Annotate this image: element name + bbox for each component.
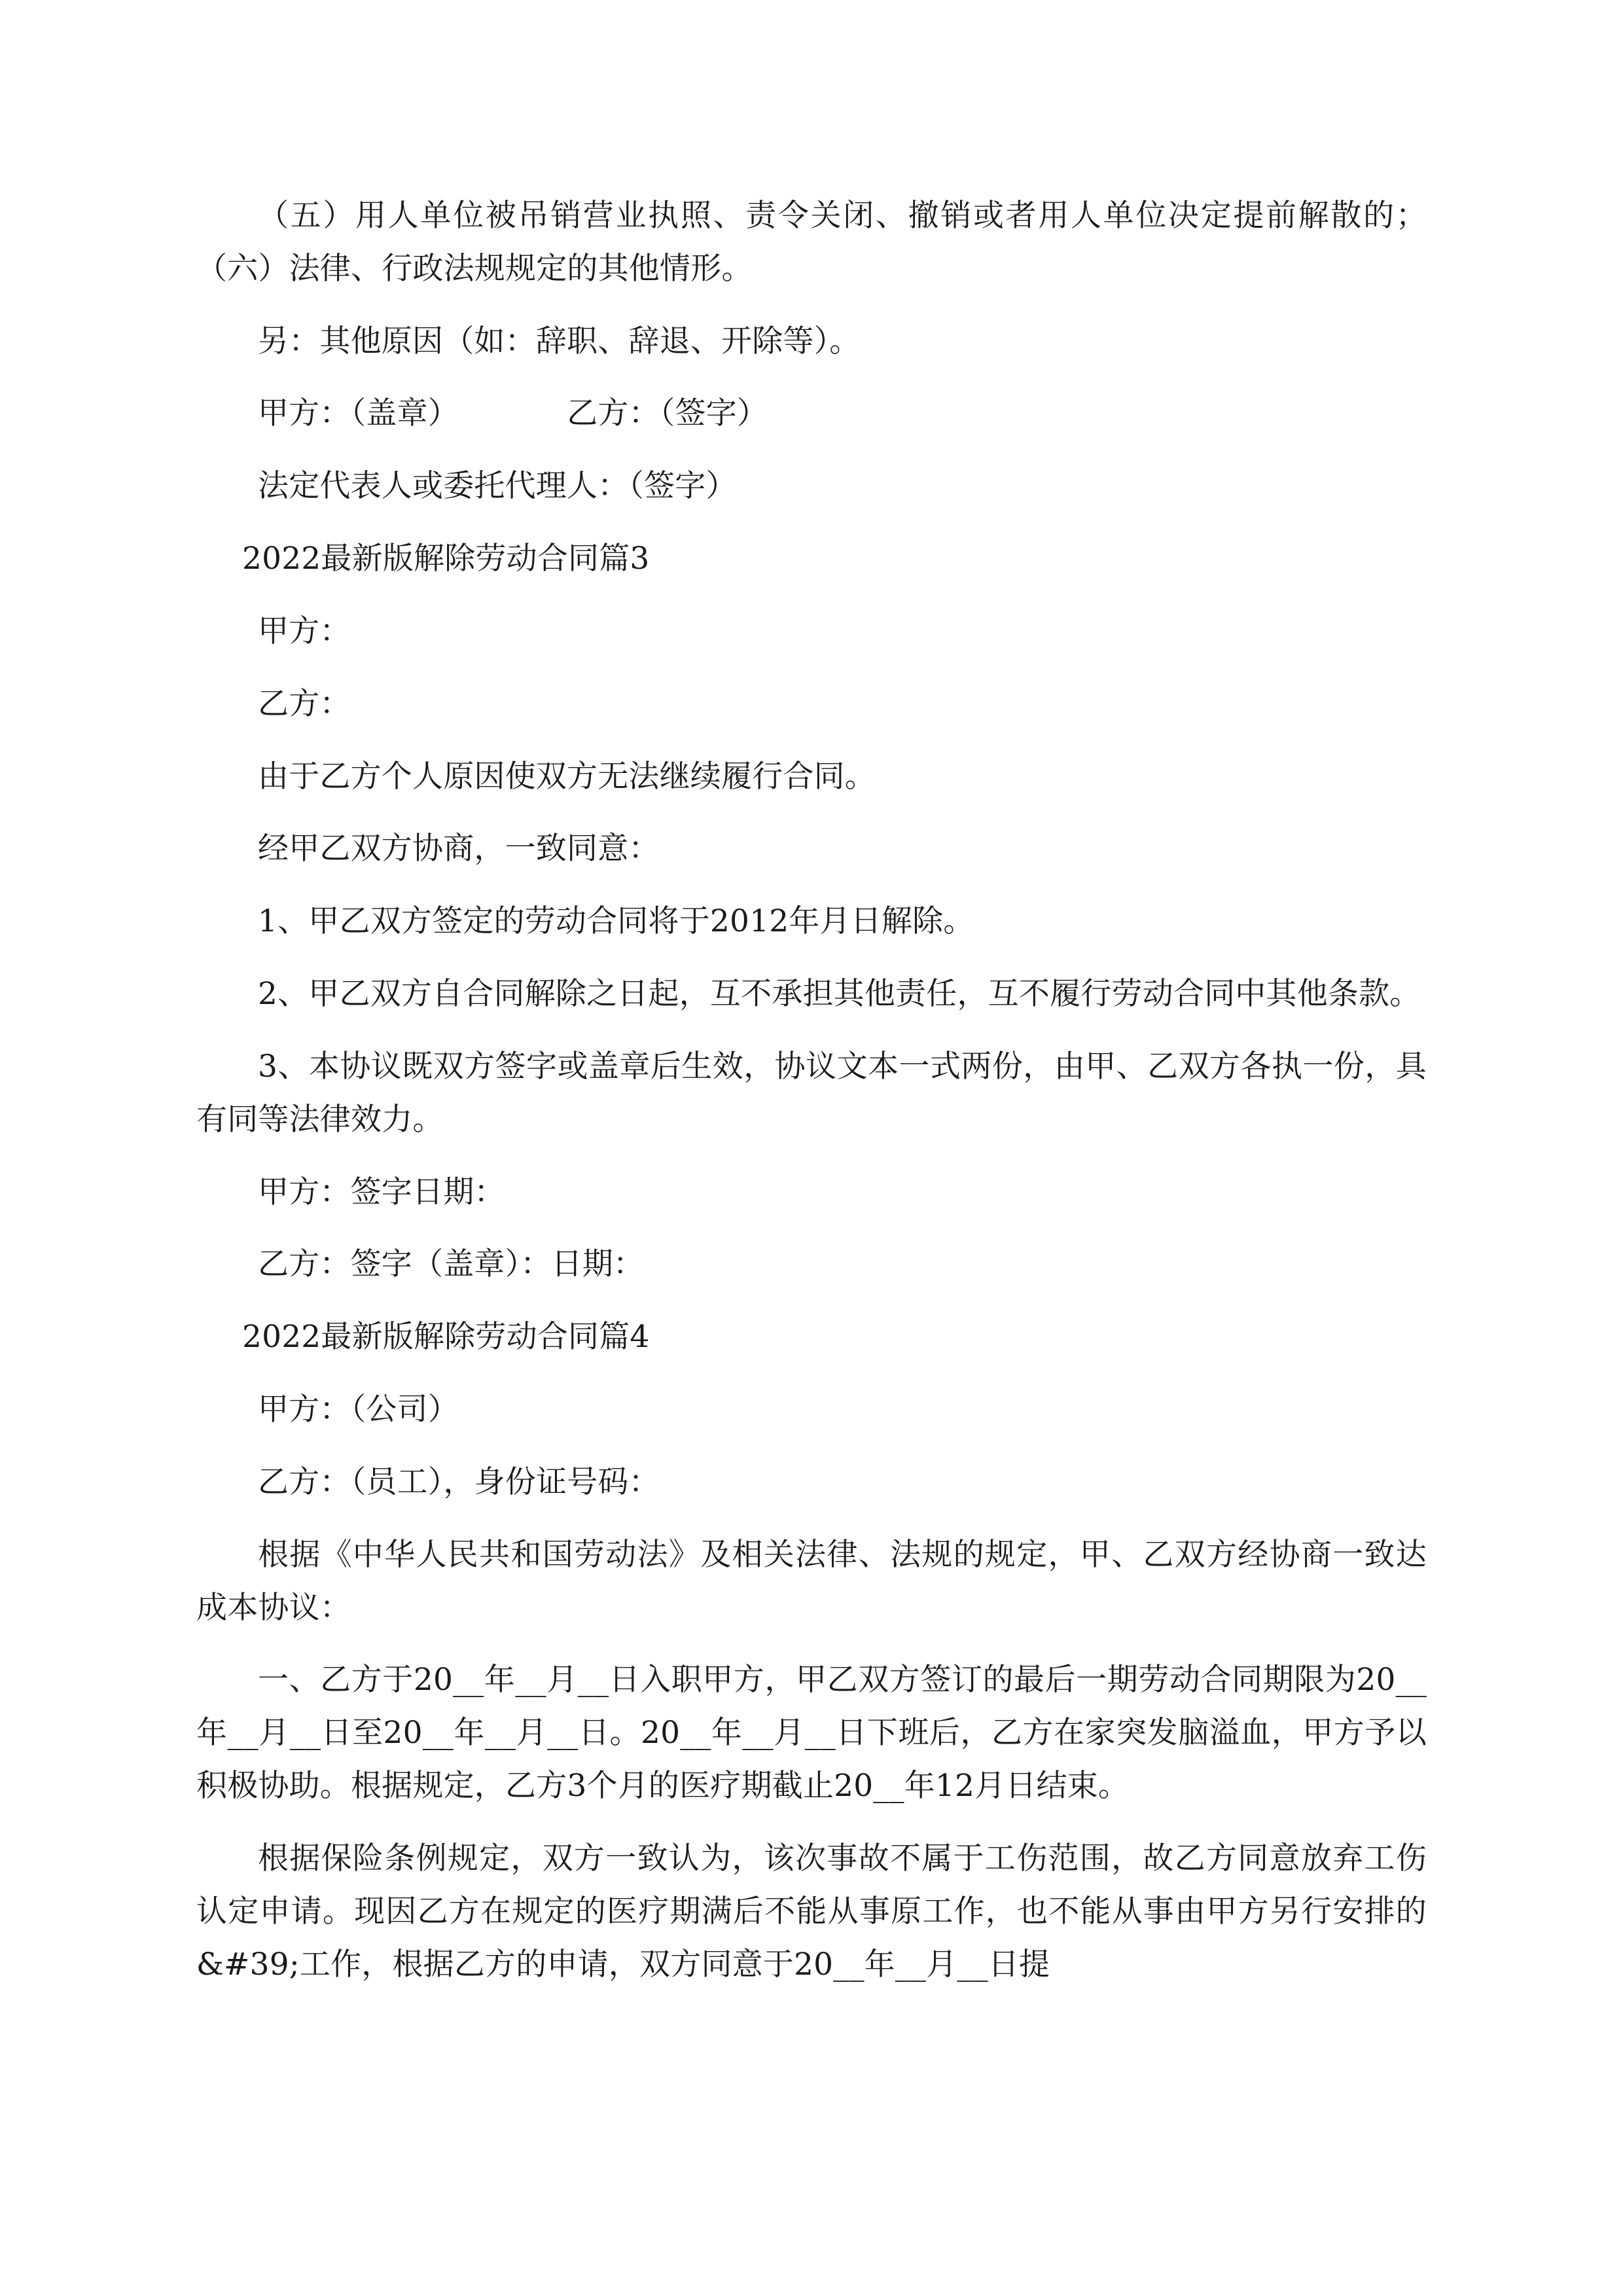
clause-item-2: 2、甲乙双方自合同解除之日起，互不承担其他责任，互不履行劳动合同中其他条款。: [258, 976, 1421, 1013]
paragraph-term-conditions: （五）用人单位被吊销营业执照、责令关闭、撤销或者用人单位决定提前解散的；（六）法律、行政法规规定的其他情形。: [196, 198, 1427, 287]
signature-party-b-date: 乙方：签字（盖章）：日期：: [258, 1246, 645, 1283]
signature-line-parties: 甲方：（盖章） 乙方：（签字）: [258, 395, 768, 432]
paragraph-other-reasons: 另：其他原因（如：辞职、辞退、开除等）。: [258, 323, 861, 359]
section-heading-part-3: 2022最新版解除劳动合同篇3: [242, 541, 650, 577]
field-party-b: 乙方：: [258, 685, 351, 722]
article-1: 一、乙方于20__年__月__日入职甲方，甲乙双方签订的最后一期劳动合同期限为20__年__月__日至20__年__月__日。20__年__月__日下班后，乙方在家突发脑溢血，甲方予以积极协助。根据规定，乙方3个月的医疗期截止20__年12月日结束。: [196, 1662, 1427, 1804]
paragraph-insurance-clause: 根据保险条例规定，双方一致认为，该次事故不属于工伤范围，故乙方同意放弃工伤认定申请。现因乙方在规定的医疗期满后不能从事原工作，也不能从事由甲方另行安排的&#39;工作，根据乙方的申请，双方同意于20__年__月__日提: [196, 1840, 1427, 1982]
paragraph-mutual-agreement: 经甲乙双方协商，一致同意：: [258, 831, 660, 867]
section-heading-part-4: 2022最新版解除劳动合同篇4: [242, 1319, 650, 1355]
clause-item-1: 1、甲乙双方签定的劳动合同将于2012年月日解除。: [258, 903, 974, 940]
paragraph-reason-personal: 由于乙方个人原因使双方无法继续履行合同。: [258, 758, 876, 795]
paragraph-legal-basis: 根据《中华人民共和国劳动法》及相关法律、法规的规定，甲、乙双方经协商一致达成本协议：: [196, 1536, 1427, 1626]
field-party-a: 甲方：: [258, 613, 351, 649]
clause-item-3: 3、本协议既双方签字或盖章后生效，协议文本一式两份，由甲、乙双方各执一份，具有同等法律效力。: [196, 1048, 1427, 1138]
field-party-b-employee: 乙方：（员工），身份证号码：: [258, 1463, 660, 1500]
field-party-a-company: 甲方：（公司）: [258, 1391, 459, 1428]
document-body: [196, 190, 1427, 1991]
signature-line-legal-representative: 法定代表人或委托代理人：（签字）: [258, 468, 737, 505]
signature-party-a-date: 甲方：签字日期：: [258, 1174, 505, 1210]
